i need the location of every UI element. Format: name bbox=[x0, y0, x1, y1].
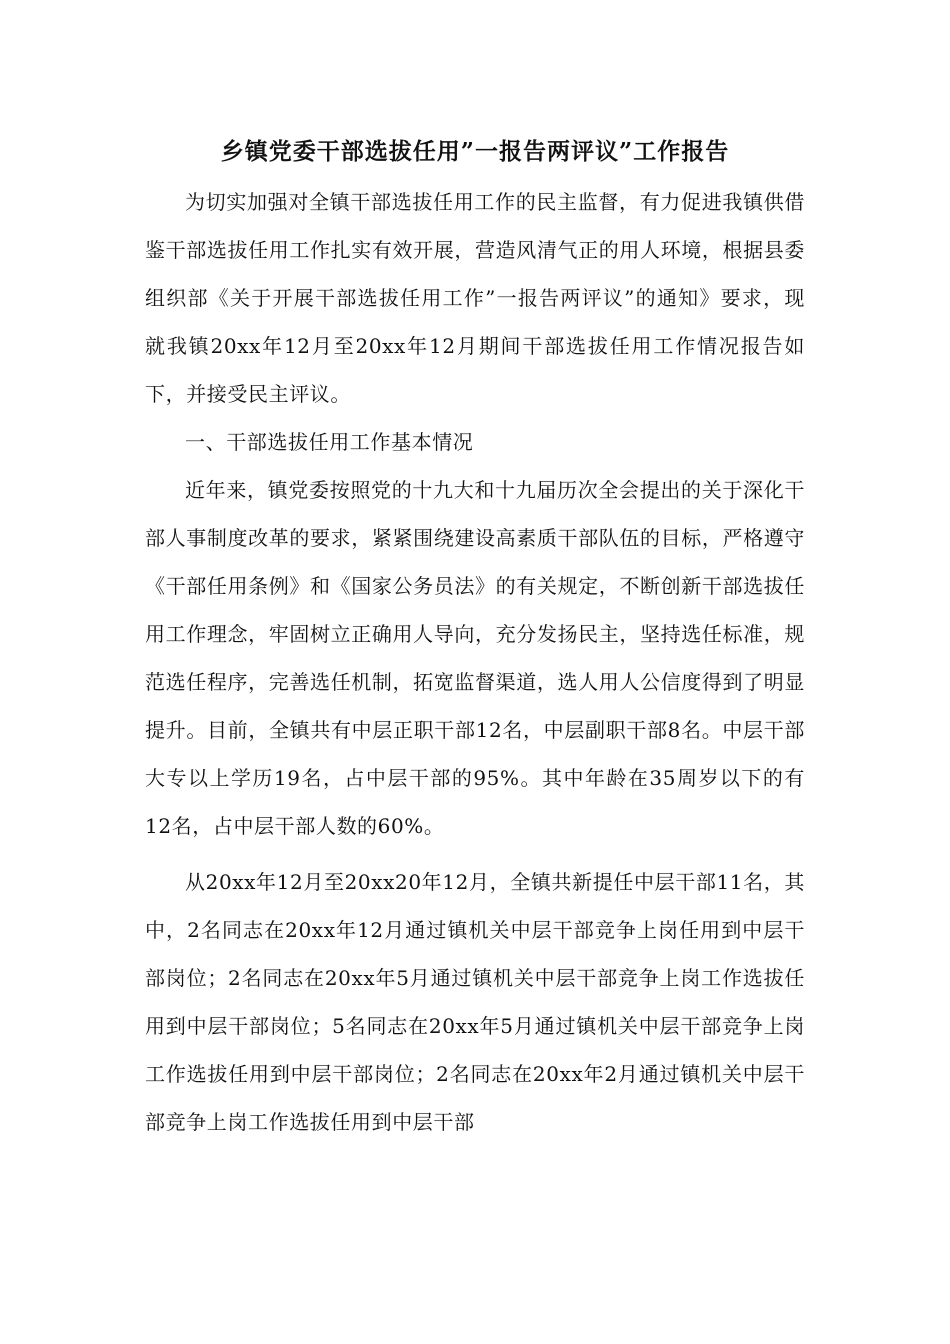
paragraph-intro: 为切实加强对全镇干部选拔任用工作的民主监督，有力促进我镇供借鉴干部选拔任用工作扎实有效开展，营造风清气正的用人环境，根据县委组织部《关于开展干部选拔任用工作”一报告两评议”的通知》要求，现就我镇20xx年12月至20xx年12月期间干部选拔任用工作情况报告如下，并接受民主评议。 bbox=[145, 190, 805, 406]
paragraph-basic-situation: 近年来，镇党委按照党的十九大和十九届历次全会提出的关于深化干部人事制度改革的要求，紧紧围绕建设高素质干部队伍的目标，严格遵守《干部任用条例》和《国家公务员法》的有关规定，不断创新干部选拔任用工作理念，牢固树立正确用人导向，充分发扬民主，坚持选任标准，规范选任程序，完善选任机制，拓宽监督渠道，选人用人公信度得到了明显提升。目前，全镇共有中层正职干部12名，中层副职干部8名。中层干部大专以上学历19名，占中层干部的95%。其中年龄在35周岁以下的有12名，占中层干部人数的60%。 bbox=[145, 478, 805, 838]
document-body bbox=[145, 178, 805, 1146]
section-heading-1: 一、干部选拔任用工作基本情况 bbox=[185, 430, 474, 454]
paragraph-promotions: 从20xx年12月至20xx20年12月，全镇共新提任中层干部11名，其中，2名同志在20xx年12月通过镇机关中层干部竞争上岗任用到中层干部岗位；2名同志在20xx年5月通过镇机关中层干部竞争上岗工作选拔任用到中层干部岗位；5名同志在20xx年5月通过镇机关中层干部竞争上岗工作选拔任用到中层干部岗位；2名同志在20xx年2月通过镇机关中层干部竞争上岗工作选拔任用到中层干部 bbox=[145, 870, 805, 1134]
document-title: 乡镇党委干部选拔任用”一报告两评议”工作报告 bbox=[220, 138, 730, 165]
